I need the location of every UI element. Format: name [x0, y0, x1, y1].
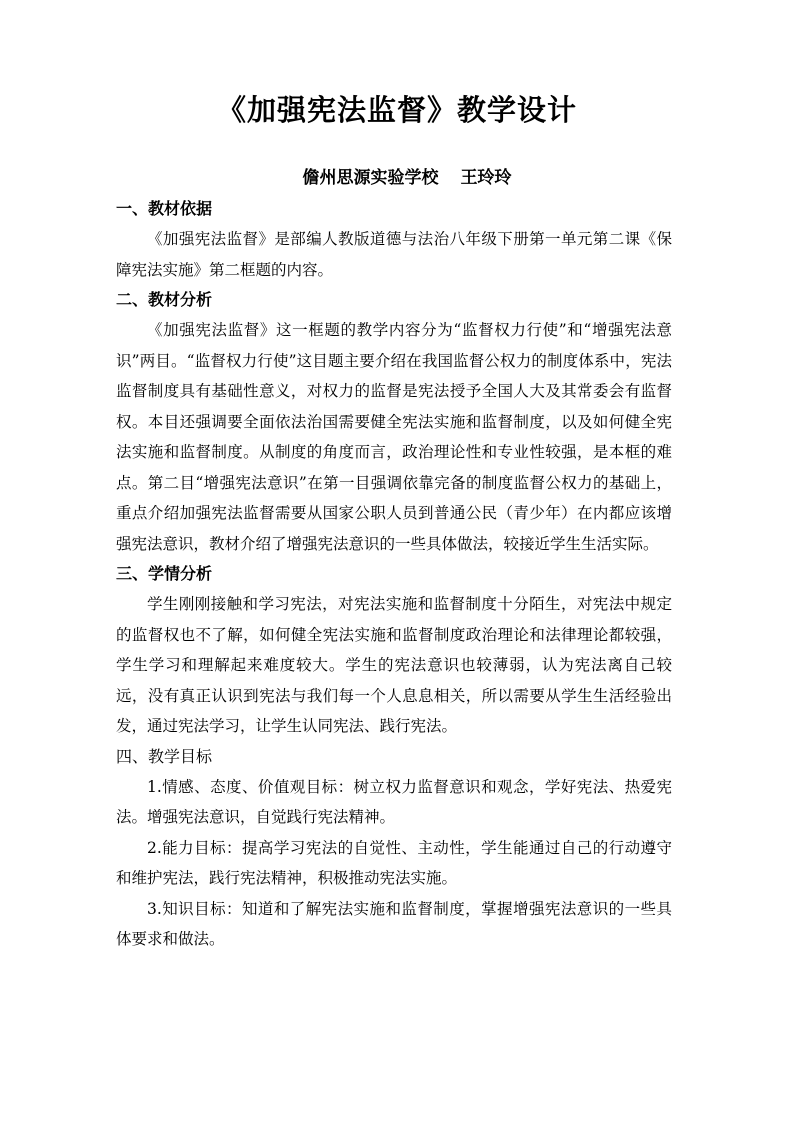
- section-basis: [116, 194, 672, 285]
- author-line: [0, 163, 794, 188]
- paragraph: 《加强宪法监督》这一框题的教学内容分为“监督权力行使”和“增强宪法意识”两目。“监督权力行使”这目题主要介绍在我国监督公权力的制度体系中，宪法监督制度具有基础性意义，对权力的监督是宪法授予全国人大及其常委会有监督权。本目还强调要全面依法治国需要健全宪法实施和监督制度，以及如何健全宪法实施和监督制度。从制度的角度而言，政治理论性和专业性较强，是本框的难点。第二目“增强宪法意识”在第一目强调依靠完备的制度监督公权力的基础上，重点介绍加强宪法监督需要从国家公职人员到普通公民（青少年）在内都应该增强宪法意识，教材介绍了增强宪法意识的一些具体做法，较接近学生生活实际。: [116, 321, 672, 553]
- section-analysis: [116, 285, 672, 559]
- objective-item: 1.情感、态度、价值观目标：树立权力监督意识和观念，学好宪法、热爱宪法。增强宪法意识，自觉践行宪法精神。: [116, 777, 672, 826]
- objective-item: 3.知识目标：知道和了解宪法实施和监督制度，掌握增强宪法意识的一些具体要求和做法。: [116, 899, 672, 948]
- document-body: [116, 194, 672, 955]
- paragraph: 《加强宪法监督》是部编人教版道德与法治八年级下册第一单元第二课《保障宪法实施》第二框题的内容。: [116, 230, 672, 279]
- document-title: 《加强宪法监督》教学设计: [216, 93, 577, 127]
- section-students: [116, 559, 672, 742]
- section-objectives: [116, 742, 672, 955]
- section-heading: 一、教材依据: [116, 199, 213, 218]
- section-heading: 四、教学目标: [116, 746, 213, 766]
- paragraph: 学生刚刚接触和学习宪法，对宪法实施和监督制度十分陌生，对宪法中规定的监督权也不了解，如何健全宪法实施和监督制度政治理论和法律理论都较强，学生学习和理解起来难度较大。学生的宪法意识也较薄弱，认为宪法离自己较远，没有真正认识到宪法与我们每一个人息息相关，所以需要从学生生活经验出发，通过宪法学习，让学生认同宪法、践行宪法。: [116, 595, 672, 735]
- author-name: 王玲玲: [460, 168, 512, 188]
- section-heading: 三、学情分析: [116, 564, 213, 583]
- section-heading: 二、教材分析: [116, 290, 213, 309]
- objective-item: 2.能力目标：提高学习宪法的自觉性、主动性，学生能通过自己的行动遵守和维护宪法，践行宪法精神，积极推动宪法实施。: [116, 838, 672, 887]
- author-school: 儋州思源实验学校: [302, 168, 439, 188]
